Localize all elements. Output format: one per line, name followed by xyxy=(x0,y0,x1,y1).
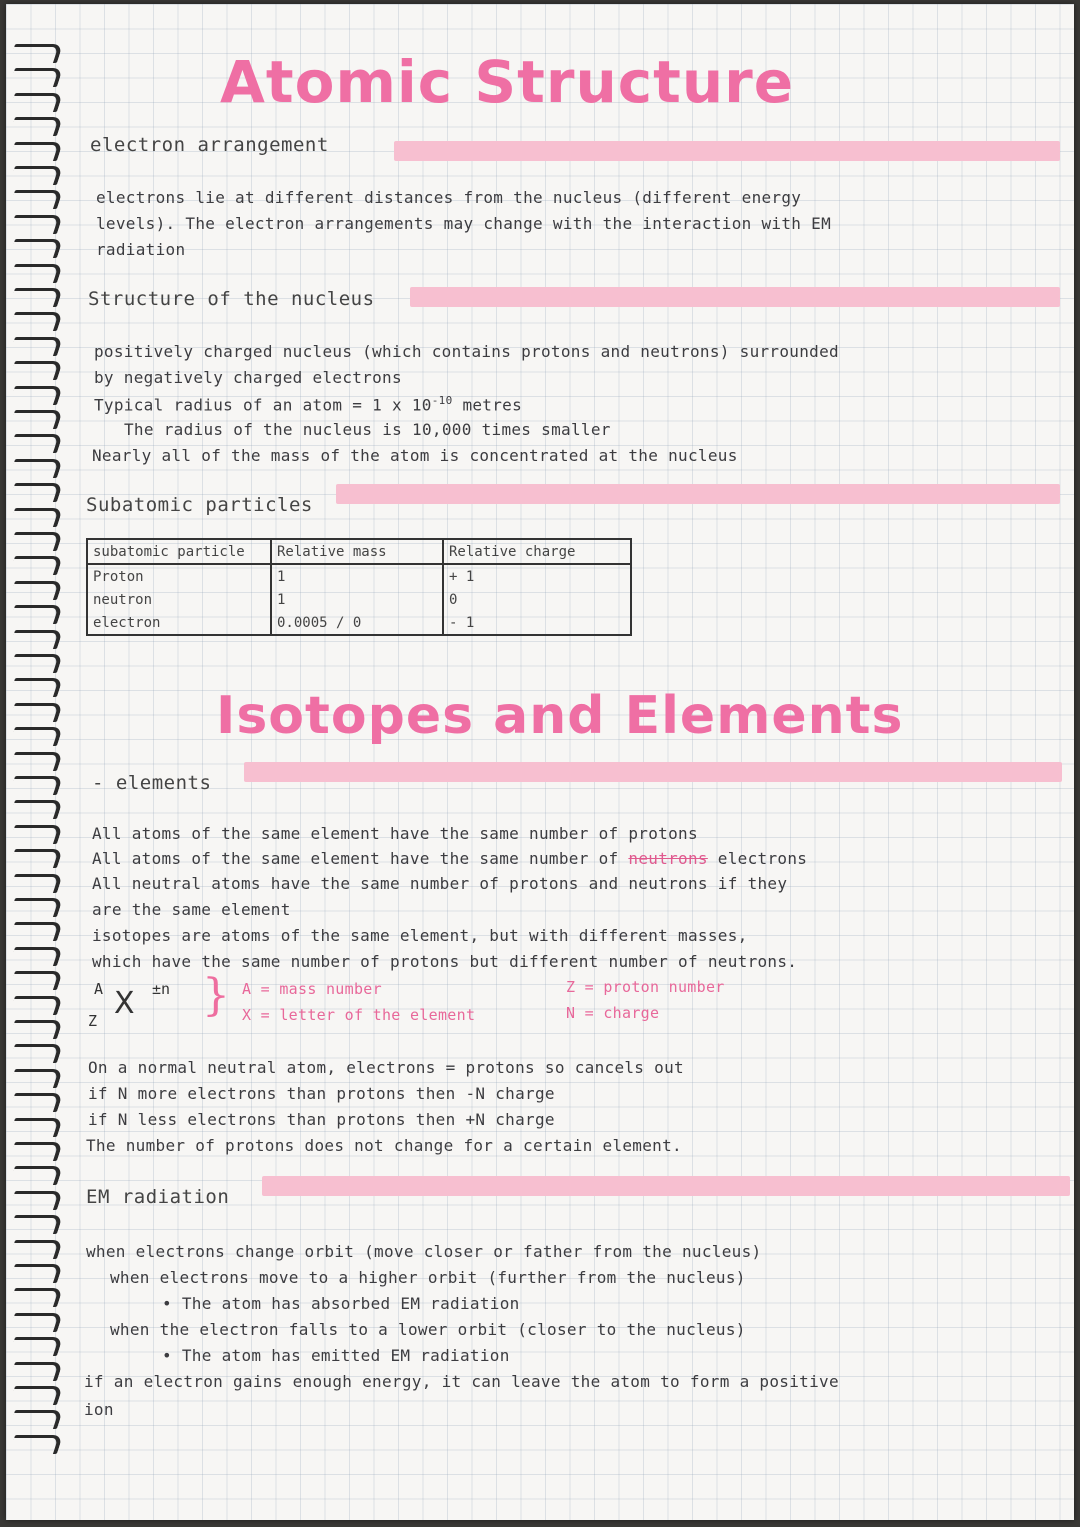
table-row xyxy=(87,588,631,611)
text-part: All atoms of the same element have the same number of xyxy=(92,849,619,868)
spiral-coil xyxy=(9,874,63,893)
notation-definition: A = mass number xyxy=(242,980,382,998)
table-header-row xyxy=(87,539,631,564)
spiral-coil xyxy=(9,947,63,966)
spiral-coil xyxy=(9,776,63,795)
spiral-coil xyxy=(9,142,63,161)
spiral-coil xyxy=(9,215,63,234)
text-line: are the same element xyxy=(92,900,291,919)
spiral-coil xyxy=(9,825,63,844)
spiral-coil xyxy=(9,1142,63,1161)
table-cell: electron xyxy=(87,611,271,635)
spiral-coil xyxy=(9,117,63,136)
table-cell: 1 xyxy=(271,588,443,611)
section-title: Isotopes and Elements xyxy=(216,686,904,746)
heading-em-radiation: EM radiation xyxy=(86,1186,230,1208)
text-part: electrons xyxy=(717,849,808,868)
spiral-coil xyxy=(9,1020,63,1039)
spiral-coil xyxy=(9,1410,63,1429)
table-cell: neutron xyxy=(87,588,271,611)
text-line xyxy=(92,849,807,868)
text-line: Nearly all of the mass of the atom is concentrated at the nucleus xyxy=(92,446,738,465)
spiral-coil xyxy=(9,849,63,868)
spiral-binding xyxy=(10,44,60,1464)
spiral-coil xyxy=(9,434,63,453)
heading-highlight xyxy=(410,287,1060,307)
text-line: • The atom has emitted EM radiation xyxy=(162,1346,510,1365)
spiral-coil xyxy=(9,361,63,380)
spiral-coil xyxy=(9,1435,63,1454)
text-line: radiation xyxy=(96,240,186,259)
spiral-coil xyxy=(9,605,63,624)
table-row xyxy=(87,611,631,635)
struck-word: neutrons xyxy=(628,849,708,868)
radius-unit: metres xyxy=(462,395,523,415)
spiral-coil xyxy=(9,1288,63,1307)
spiral-coil xyxy=(9,508,63,527)
table-header: Relative mass xyxy=(271,539,443,564)
text-line: All atoms of the same element have the same number of protons xyxy=(92,824,698,843)
text-line: when the electron falls to a lower orbit (closer to the nucleus) xyxy=(110,1320,746,1339)
spiral-coil xyxy=(9,166,63,185)
spiral-coil xyxy=(9,996,63,1015)
heading-electron-arrangement: electron arrangement xyxy=(90,134,329,156)
table-cell: 0.0005 / 0 xyxy=(271,611,443,635)
spiral-coil xyxy=(9,1044,63,1063)
text-line xyxy=(94,394,522,414)
spiral-coil xyxy=(9,703,63,722)
spiral-coil xyxy=(9,239,63,258)
text-line: isotopes are atoms of the same element, but with different masses, xyxy=(92,926,748,945)
subatomic-table xyxy=(86,538,632,636)
text-line: when electrons change orbit (move closer or father from the nucleus) xyxy=(86,1242,762,1261)
notation-definition: N = charge xyxy=(566,1004,660,1022)
text-line: by negatively charged electrons xyxy=(94,368,402,387)
text-line: The number of protons does not change for a certain element. xyxy=(86,1136,682,1155)
text-line: if N more electrons than protons then -N charge xyxy=(88,1084,555,1103)
notation-definition: Z = proton number xyxy=(566,978,725,996)
notation-A: A xyxy=(94,980,104,998)
spiral-coil xyxy=(9,1362,63,1381)
spiral-coil xyxy=(9,1337,63,1356)
spiral-coil xyxy=(9,1166,63,1185)
spiral-coil xyxy=(9,1118,63,1137)
radius-text: Typical radius of an atom = 1 x 10 xyxy=(94,395,432,415)
notation-Z: Z xyxy=(88,1012,98,1030)
text-line: electrons lie at different distances from the nucleus (different energy xyxy=(96,188,802,207)
spiral-coil xyxy=(9,1264,63,1283)
spiral-coil xyxy=(9,459,63,478)
spiral-coil xyxy=(9,93,63,112)
heading-structure-of-nucleus: Structure of the nucleus xyxy=(88,288,375,310)
spiral-coil xyxy=(9,190,63,209)
spiral-coil xyxy=(9,1215,63,1234)
notation-brace: } xyxy=(202,970,230,1021)
heading-highlight xyxy=(262,1176,1070,1196)
spiral-coil xyxy=(9,483,63,502)
heading-highlight xyxy=(394,141,1060,161)
spiral-coil xyxy=(9,312,63,331)
spiral-coil xyxy=(9,532,63,551)
spiral-coil xyxy=(9,678,63,697)
spiral-coil xyxy=(9,264,63,283)
notation-X: X xyxy=(114,986,135,1021)
spiral-coil xyxy=(9,68,63,87)
text-line: On a normal neutral atom, electrons = protons so cancels out xyxy=(88,1058,684,1077)
text-line: The radius of the nucleus is 10,000 times smaller xyxy=(124,420,611,439)
spiral-coil xyxy=(9,44,63,63)
text-line: levels). The electron arrangements may change with the interaction with EM xyxy=(96,214,832,233)
text-line: if N less electrons than protons then +N charge xyxy=(88,1110,555,1129)
table-header: Relative charge xyxy=(443,539,631,564)
spiral-coil xyxy=(9,1386,63,1405)
spiral-coil xyxy=(9,1313,63,1332)
spiral-coil xyxy=(9,630,63,649)
table-header: subatomic particle xyxy=(87,539,271,564)
table-cell: 0 xyxy=(449,591,458,608)
spiral-coil xyxy=(9,654,63,673)
table-cell: Proton xyxy=(87,564,271,588)
text-line: if an electron gains enough energy, it can leave the atom to form a positive xyxy=(84,1372,839,1391)
spiral-coil xyxy=(9,410,63,429)
table-row xyxy=(87,564,631,588)
spiral-coil xyxy=(9,1240,63,1259)
heading-highlight xyxy=(244,762,1062,782)
notebook-page xyxy=(6,4,1074,1520)
spiral-coil xyxy=(9,581,63,600)
spiral-coil xyxy=(9,386,63,405)
text-line: All neutral atoms have the same number of protons and neutrons if they xyxy=(92,874,788,893)
heading-elements: - elements xyxy=(92,772,212,794)
heading-highlight xyxy=(336,484,1060,504)
table-cell: + 1 xyxy=(449,568,475,585)
radius-exponent: -10 xyxy=(431,394,453,407)
spiral-coil xyxy=(9,898,63,917)
spiral-coil xyxy=(9,800,63,819)
spiral-coil xyxy=(9,1191,63,1210)
notation-charge: ±n xyxy=(152,980,171,998)
table-cell: - 1 xyxy=(449,614,475,631)
spiral-coil xyxy=(9,971,63,990)
spiral-coil xyxy=(9,922,63,941)
page-title: Atomic Structure xyxy=(220,48,795,116)
spiral-coil xyxy=(9,288,63,307)
text-line: when electrons move to a higher orbit (further from the nucleus) xyxy=(110,1268,746,1287)
notation-definition: X = letter of the element xyxy=(242,1006,476,1024)
spiral-coil xyxy=(9,1069,63,1088)
table-cell: 1 xyxy=(271,564,443,588)
spiral-coil xyxy=(9,337,63,356)
spiral-coil xyxy=(9,727,63,746)
text-line: • The atom has absorbed EM radiation xyxy=(162,1294,520,1313)
spiral-coil xyxy=(9,1093,63,1112)
text-line: ion xyxy=(84,1400,114,1419)
text-line: positively charged nucleus (which contains protons and neutrons) surrounded xyxy=(94,342,839,361)
spiral-coil xyxy=(9,556,63,575)
heading-subatomic-particles: Subatomic particles xyxy=(86,494,313,516)
text-line: which have the same number of protons but different number of neutrons. xyxy=(92,952,798,971)
spiral-coil xyxy=(9,752,63,771)
